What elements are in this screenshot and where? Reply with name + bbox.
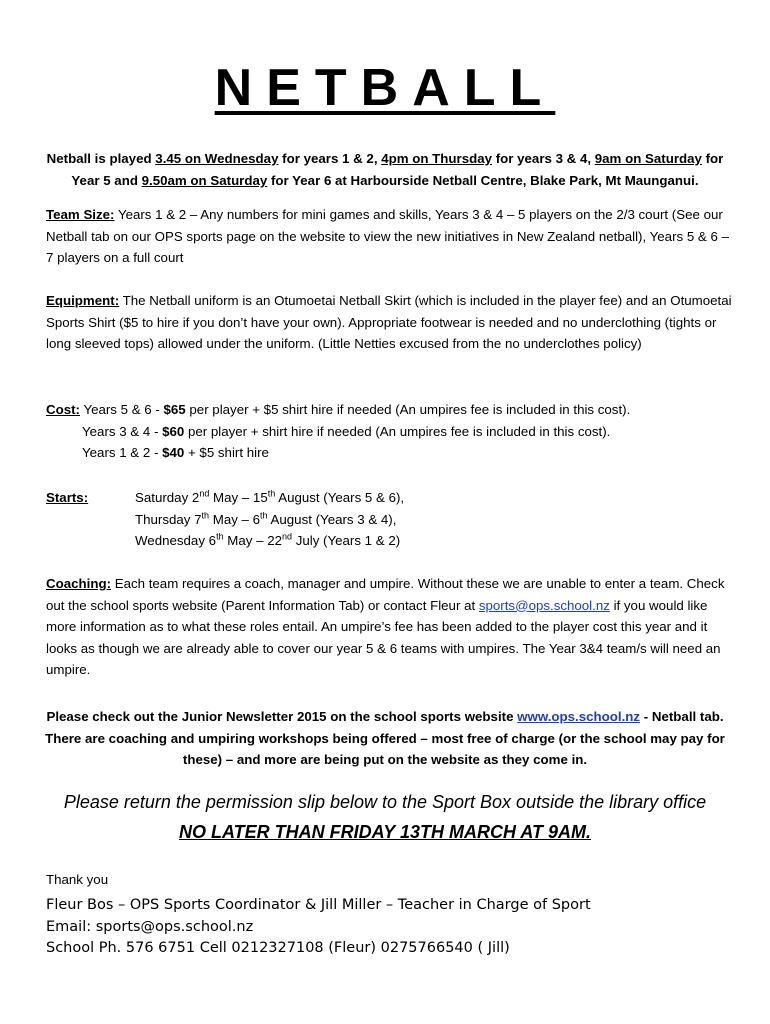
equipment-label: Equipment: [46, 293, 120, 308]
starts-text: May – 22 [223, 533, 282, 548]
starts-text: Wednesday 6 [135, 533, 217, 548]
intro-time-wednesday: 3.45 on Wednesday [155, 151, 279, 166]
team-size-text: Years 1 & 2 – Any numbers for mini games and skills, Years 3 & 4 – 5 players on the 2/3 court (See our Netball tab on our OPS sports page on the website to view the new initiatives in New Zealand netball), Years 5 & 6 – 7 players on a full court [46, 207, 729, 265]
cost-text: Years 1 & 2 - [82, 445, 163, 460]
return-instruction: Please return the permission slip below to the Sport Box outside the library office [63, 792, 707, 812]
newsletter-notice [40, 706, 730, 771]
cost-text: + $5 shirt hire [184, 445, 269, 460]
return-deadline: NO LATER THAN FRIDAY 13TH MARCH AT 9AM. [179, 822, 591, 842]
team-size-section [46, 204, 736, 269]
coaching-text: Each team requires a coach, manager and umpire. Without these we are unable to enter a team. Check out the school sports website (Parent Information Tab) or contact Fleur at [46, 576, 725, 613]
intro-text: for Year 6 at Harbourside Netball Centre, Blake Park, Mt Maunganui. [267, 173, 699, 188]
cost-line-years-1-2 [46, 442, 736, 464]
starts-line-years-5-6 [135, 487, 535, 509]
cost-section [46, 399, 736, 464]
cost-text: Years 5 & 6 - [79, 402, 164, 417]
cost-text: Years 3 & 4 - [82, 423, 163, 439]
intro-text: for years 3 & 4, [492, 151, 595, 166]
equipment-section [46, 290, 736, 355]
ordinal-suffix: nd [199, 488, 210, 499]
starts-label: Starts: [46, 490, 89, 505]
equipment-text: The Netball uniform is an Otumoetai Netball Skirt (which is included in the player fee) and an Otumoetai Sports Shirt ($5 to hire if you don’t have your own). Appropriate footwear is needed and no underclothing (tights or long sleeved tops) allowed under the uniform. (Little Netties excused from the no underclothes policy) [46, 293, 732, 351]
intro-time-saturday-950am: 9.50am on Saturday [141, 173, 268, 188]
coaching-label: Coaching: [46, 576, 112, 591]
cost-amount: $65 [163, 402, 186, 417]
email-link[interactable]: sports@ops.school.nz [478, 597, 610, 613]
starts-line-years-1-2 [135, 530, 535, 552]
website-link[interactable]: www.ops.school.nz [517, 709, 641, 724]
starts-text: August (Years 5 & 6), [275, 490, 405, 505]
team-size-label: Team Size: [46, 207, 115, 222]
signature-email: Email: sports@ops.school.nz [46, 918, 254, 935]
starts-text: Saturday 2 [135, 490, 200, 505]
intro-text: for years 1 & 2, [278, 151, 382, 166]
starts-text: May – 15 [209, 490, 268, 505]
signature-names: Fleur Bos – OPS Sports Coordinator & Jill Miller – Teacher in Charge of Sport [46, 897, 591, 913]
ordinal-suffix: th [267, 488, 276, 499]
cost-line-years-3-4 [46, 421, 736, 443]
page-title: NETBALL [214, 59, 556, 117]
starts-text: August (Years 3 & 4), [267, 511, 397, 527]
signature-block [46, 895, 591, 960]
ordinal-suffix: th [260, 510, 268, 521]
ordinal-suffix: th [201, 510, 210, 521]
notice-text: Please check out the Junior Newsletter 2015 on the school sports website [46, 709, 518, 724]
thank-you: Thank you [46, 872, 109, 887]
starts-line-years-3-4 [135, 509, 535, 531]
starts-text: July (Years 1 & 2) [292, 533, 401, 548]
intro-text: Netball is played [46, 151, 156, 166]
cost-amount: $60 [162, 423, 185, 439]
notice-text: - Netball tab. There are coaching and umpiring workshops being offered – most free of charge (or the school may pay for these) – and more are being put on the website as they come in. [45, 709, 725, 767]
cost-text: per player + shirt hire if needed (An umpires fee is included in this cost). [184, 423, 611, 439]
coaching-section [46, 573, 736, 681]
intro-text: for Year 5 and [71, 151, 724, 188]
cost-label: Cost: [46, 402, 80, 417]
cost-amount: $40 [162, 445, 185, 460]
cost-text: per player + $5 shirt hire if needed (An umpires fee is included in this cost). [185, 402, 631, 417]
intro-time-thursday: 4pm on Thursday [381, 151, 493, 166]
starts-text: Thursday 7 [135, 511, 202, 527]
coaching-text: if you would like more information as to what these roles entail. An umpire’s fee has been added to the player cost this year and it looks as though we are already able to cover our year 5 & 6 teams with umpires. The Year 3&4 team/s will need an umpire. [46, 597, 721, 677]
cost-line-years-5-6 [46, 399, 736, 421]
ordinal-suffix: th [216, 531, 224, 542]
signature-phone: School Ph. 576 6751 Cell 0212327108 (Fleur) 0275766540 ( Jill) [46, 940, 510, 956]
ordinal-suffix: nd [281, 531, 292, 542]
starts-text: May – 6 [209, 511, 261, 527]
intro-time-saturday-9am: 9am on Saturday [594, 151, 702, 166]
intro-paragraph [40, 148, 730, 192]
